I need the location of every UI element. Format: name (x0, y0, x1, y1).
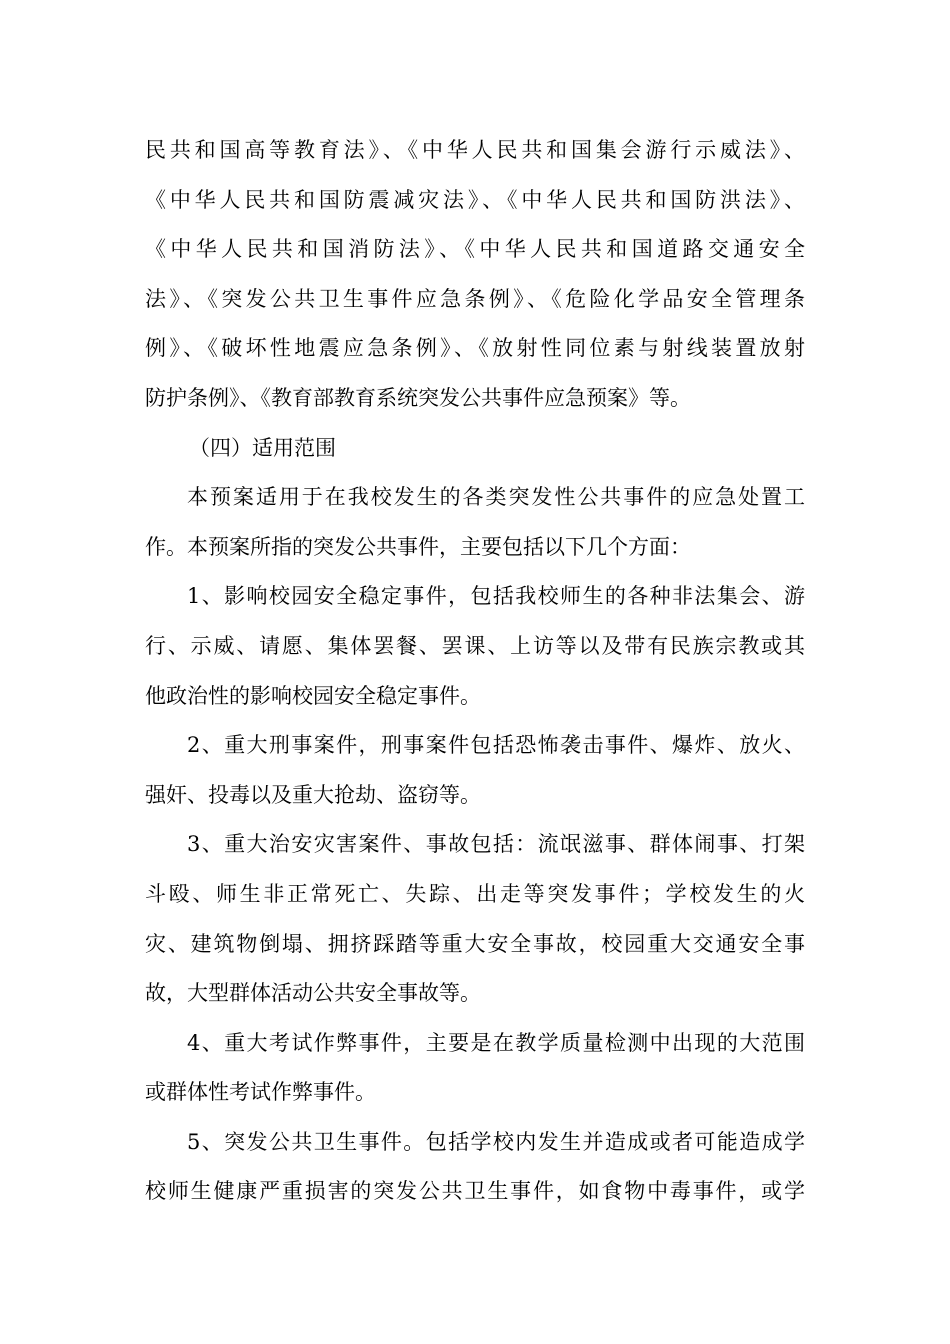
text-line: 斗殴、师生非正常死亡、失踪、出走等突发事件；学校发生的火 (145, 881, 805, 906)
text-line: 他政治性的影响校园安全稳定事件。 (145, 683, 481, 708)
text-line: 《中华人民共和国消防法》、《中华人民共和国道路交通安全 (145, 237, 805, 262)
text-line: 行、示威、请愿、集体罢餐、罢课、上访等以及带有民族宗教或其 (145, 633, 805, 658)
list-item-line: 5、突发公共卫生事件。包括学校内发生并造成或者可能造成学 (187, 1129, 805, 1154)
text-line: 法》、《突发公共卫生事件应急条例》、《危险化学品安全管理条 (145, 286, 805, 311)
list-item-line: 3、重大治安灾害案件、事故包括：流氓滋事、群体闹事、打架 (187, 832, 805, 857)
document-body (145, 126, 805, 1217)
text-line: 作。本预案所指的突发公共事件，主要包括以下几个方面： (145, 534, 691, 559)
text-line: 灾、建筑物倒塌、拥挤踩踏等重大安全事故，校园重大交通安全事 (145, 931, 805, 956)
text-line: 例》、《破坏性地震应急条例》、《放射性同位素与射线装置放射 (145, 336, 805, 361)
text-line: 故，大型群体活动公共安全事故等。 (145, 981, 481, 1006)
text-line: 《中华人民共和国防震减灾法》、《中华人民共和国防洪法》、 (145, 187, 805, 212)
list-item-line: 4、重大考试作弊事件，主要是在教学质量检测中出现的大范围 (187, 1030, 805, 1055)
text-line: 防护条例》、《教育部教育系统突发公共事件应急预案》等。 (145, 385, 691, 410)
list-item-line: 2、重大刑事案件，刑事案件包括恐怖袭击事件、爆炸、放火、 (187, 733, 805, 758)
text-line: 校师生健康严重损害的突发公共卫生事件，如食物中毒事件，或学 (145, 1179, 805, 1204)
text-line: 民共和国高等教育法》、《中华人民共和国集会游行示威法》、 (145, 138, 805, 162)
text-line: 本预案适用于在我校发生的各类突发性公共事件的应急处置工 (187, 485, 805, 510)
list-item-line: 1、影响校园安全稳定事件，包括我校师生的各种非法集会、游 (187, 584, 805, 609)
section-heading: （四）适用范围 (189, 435, 336, 460)
text-line: 强奸、投毒以及重大抢劫、盗窃等。 (145, 782, 481, 807)
text-line: 或群体性考试作弊事件。 (145, 1080, 376, 1105)
